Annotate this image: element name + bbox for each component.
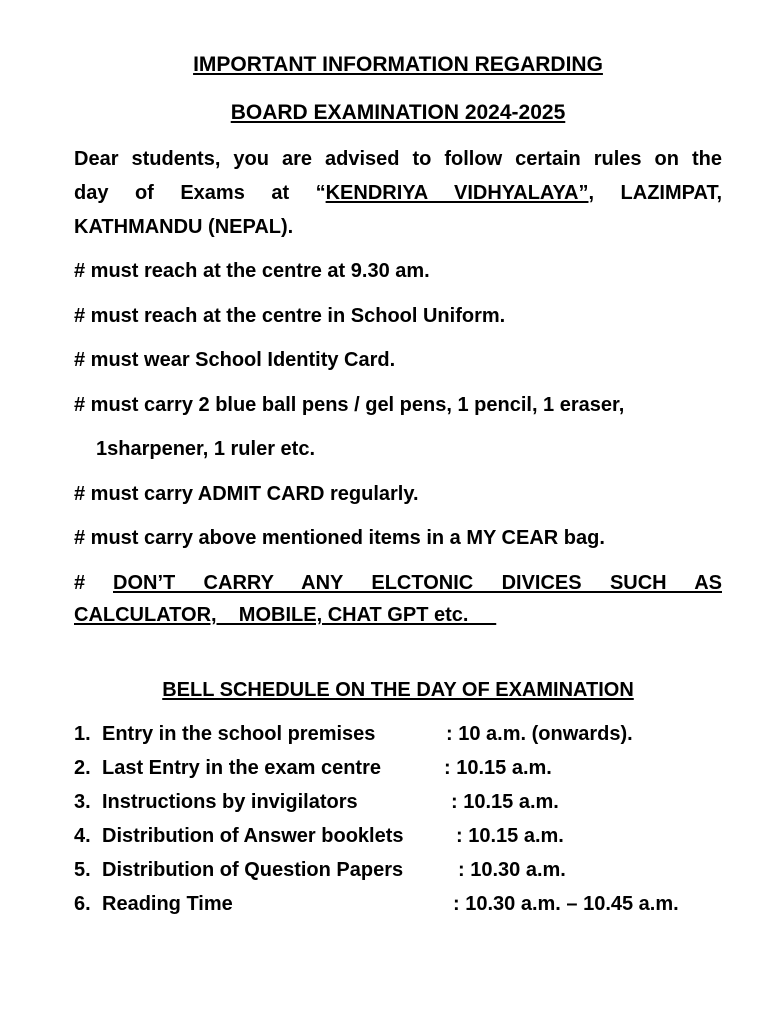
rule-item-continuation: 1sharpener, 1 ruler etc. — [96, 438, 316, 460]
schedule-label: Last Entry in the exam centre — [102, 757, 381, 779]
schedule-label: Instructions by invigilators — [102, 791, 358, 813]
schedule-label: Distribution of Answer booklets — [102, 825, 404, 847]
rule-item: # must wear School Identity Card. — [74, 349, 396, 371]
rule-item: # must reach at the centre at 9.30 am. — [74, 260, 430, 282]
schedule-time: : 10.30 a.m. — [458, 859, 566, 881]
schedule-time: : 10.15 a.m. — [451, 791, 559, 813]
schedule-num: 3. — [74, 791, 91, 813]
warning-line-2 — [74, 603, 722, 627]
warning-text-2: CALCULATOR, MOBILE, CHAT GPT etc. — [74, 604, 497, 626]
schedule-num: 2. — [74, 757, 91, 779]
rule-item: # must carry above mentioned items in a MY CEAR bag. — [74, 527, 605, 549]
schedule-time: : 10.15 a.m. — [456, 825, 564, 847]
warning-hash: # — [74, 572, 86, 594]
intro-text-1: Dear students, you are advised to follow certain rules on the — [74, 148, 722, 170]
schedule-num: 4. — [74, 825, 91, 847]
schedule-label: Entry in the school premises — [102, 723, 376, 745]
rule-item: # must carry 2 blue ball pens / gel pens, 1 pencil, 1 eraser, — [74, 394, 625, 416]
intro-location: , LAZIMPAT, — [588, 182, 723, 204]
warning-text-1: DON’T CARRY ANY ELCTONIC DIVICES SUCH AS — [113, 572, 722, 594]
schedule-num: 5. — [74, 859, 91, 881]
rule-item: # must carry ADMIT CARD regularly. — [74, 483, 419, 505]
intro-text-2: day of Exams at “ — [74, 182, 326, 204]
schedule-num: 1. — [74, 723, 91, 745]
schedule-title: BELL SCHEDULE ON THE DAY OF EXAMINATION — [162, 679, 634, 701]
schedule-time: : 10 a.m. (onwards). — [446, 723, 633, 745]
schedule-label: Distribution of Question Papers — [102, 859, 404, 881]
rule-item: # must reach at the centre in School Uniform. — [74, 305, 506, 327]
title-line-1: IMPORTANT INFORMATION REGARDING — [193, 53, 603, 76]
schedule-time: : 10.30 a.m. – 10.45 a.m. — [453, 893, 679, 915]
school-name: KENDRIYA VIDHYALAYA” — [325, 182, 589, 204]
intro-line-3: KATHMANDU (NEPAL). — [74, 216, 294, 238]
schedule-time: : 10.15 a.m. — [444, 757, 552, 779]
title-line-2: BOARD EXAMINATION 2024-2025 — [230, 101, 566, 124]
intro-line-2 — [74, 181, 722, 205]
schedule-num: 6. — [74, 893, 91, 915]
intro-line-1 — [74, 147, 722, 171]
schedule-label: Reading Time — [102, 893, 233, 915]
